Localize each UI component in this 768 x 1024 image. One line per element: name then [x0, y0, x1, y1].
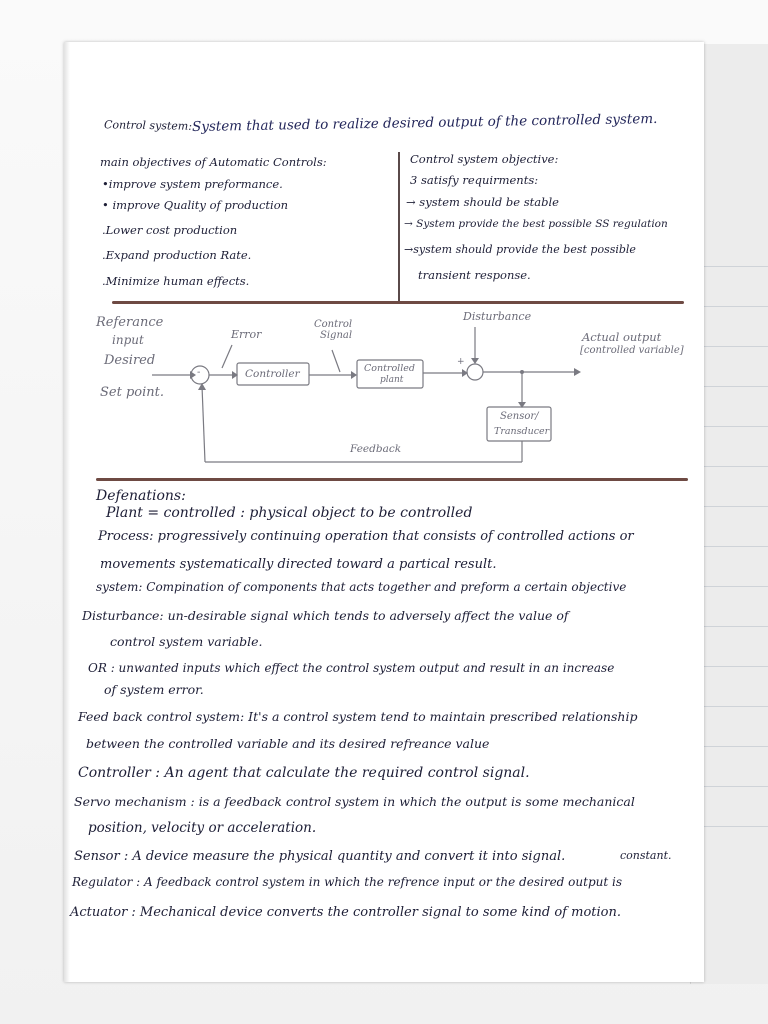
plant-block-label: plant [380, 375, 404, 385]
control-objective-item: →system should provide the best possible [404, 243, 636, 256]
diagram-error-label: Error [231, 328, 262, 341]
objective-item: .Expand production Rate. [102, 248, 252, 262]
definition-line: system: Compination of components that acts together and preform a certain objective [96, 580, 627, 594]
diagram-feedback-label: Feedback [350, 443, 402, 455]
definition-line: OR : unwanted inputs which effect the control system output and result in an increase [88, 661, 615, 675]
control-objective-subtitle: 3 satisfy requirments: [410, 173, 539, 187]
definition-line: Regulator : A feedback control system in which the refrence input or the desired output is [72, 875, 622, 889]
diagram-controlled-variable-label: [controlled variable] [580, 345, 684, 356]
diagram-setpoint-label: Set point. [100, 385, 164, 400]
definition-line: between the controlled variable and its desired refreance value [86, 736, 490, 751]
objective-item: •improve system preformance. [102, 177, 283, 191]
diagram-input-label: input [112, 333, 144, 347]
control-objective-item: transient response. [418, 268, 531, 282]
sensor-block-label: Sensor/ [500, 411, 539, 422]
definition-line: Feed back control system: It's a control system tend to maintain prescribed relationship [78, 709, 638, 724]
summing-minus-sign: - [197, 367, 201, 378]
definition-line: Controller : An agent that calculate the required control signal. [78, 765, 530, 781]
controller-block-label: Controller [245, 368, 300, 380]
definition-line: of system error. [104, 682, 204, 697]
objective-item: • improve Quality of production [102, 198, 289, 212]
header-label: Control system: [103, 118, 193, 133]
definition-line: control system variable. [110, 634, 263, 649]
definition-line: Process: progressively continuing operation that consists of controlled actions or [98, 529, 634, 544]
objective-item: .Minimize human effects. [102, 274, 250, 288]
diagram-desired-label: Desired [104, 353, 156, 368]
definitions-title: Defenations: [96, 488, 186, 504]
definition-line: position, velocity or acceleration. [88, 820, 317, 836]
definition-line: Actuator : Mechanical device converts the controller signal to some kind of motion. [70, 905, 621, 920]
diagram-disturbance-label: Disturbance [463, 310, 532, 323]
constant-note: constant. [620, 849, 672, 862]
disturbance-plus-sign: + [457, 357, 465, 367]
definition-line: Plant = controlled : physical object to be controlled [106, 505, 473, 521]
control-objective-item: → system should be stable [406, 195, 559, 209]
diagram-reference-label: Referance [96, 315, 164, 330]
definition-line: Disturbance: un-desirable signal which tends to adversely affect the value of [82, 608, 569, 623]
control-objective-title: Control system objective: [410, 152, 559, 166]
definition-line: movements systematically directed toward a partical result. [100, 557, 497, 572]
diagram-control-label: Control [314, 319, 353, 330]
header-text: System that used to realize desired output of the controlled system. [191, 110, 658, 136]
diagram-signal-label: Signal [320, 330, 353, 341]
objectives-title: main objectives of Automatic Controls: [100, 155, 327, 169]
sensor-block-label: Transducer [494, 426, 550, 437]
section-divider [96, 478, 688, 481]
definition-line: Sensor : A device measure the physical quantity and convert it into signal. [74, 849, 566, 864]
diagram-actual-output-label: Actual output [582, 330, 662, 344]
plant-block-label: Controlled [364, 363, 415, 374]
objective-item: .Lower cost production [102, 223, 238, 237]
control-objective-item: → System provide the best possible SS regulation [404, 218, 668, 230]
definition-line: Servo mechanism : is a feedback control system in which the output is some mechanical [74, 794, 635, 809]
